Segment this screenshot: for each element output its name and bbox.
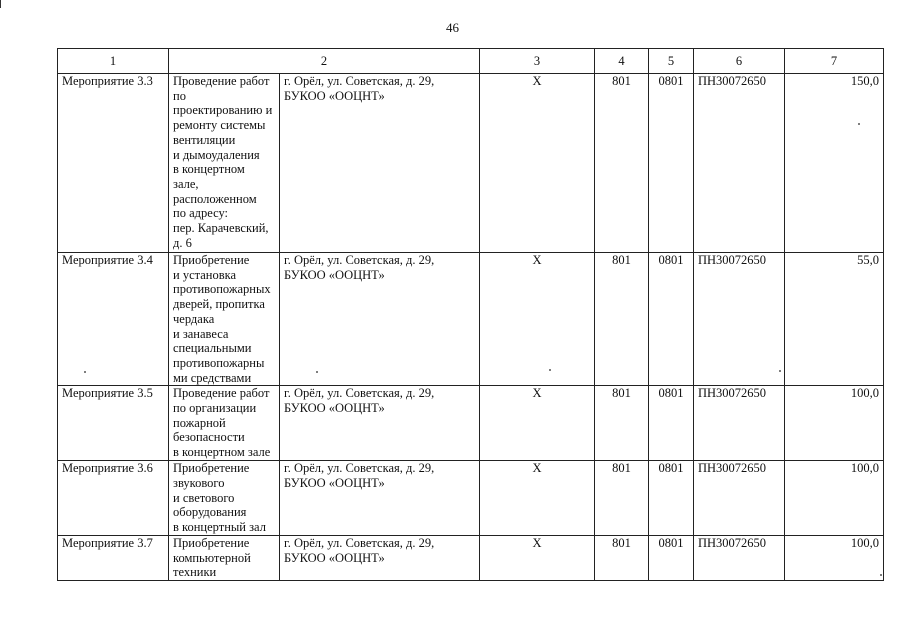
column-6-cell: ПН30072650	[694, 461, 785, 536]
event-number-cell: Мероприятие 3.6	[58, 461, 169, 536]
event-number-cell: Мероприятие 3.7	[58, 535, 169, 580]
column-6-cell: ПН30072650	[694, 74, 785, 253]
column-3-cell: Х	[480, 74, 595, 253]
amount-cell: 55,0	[785, 253, 884, 386]
event-number-cell: Мероприятие 3.4	[58, 253, 169, 386]
event-name-cell: Приобретение компьютерной техники	[169, 535, 280, 580]
column-header-3: 3	[480, 49, 595, 74]
column-3-cell: Х	[480, 461, 595, 536]
event-number-cell: Мероприятие 3.5	[58, 386, 169, 461]
column-3-cell: Х	[480, 535, 595, 580]
scan-corner-mark	[0, 0, 1, 8]
event-name-cell: Проведение работ по организации пожарной безопасности в концертном зале	[169, 386, 280, 461]
budget-table	[57, 48, 884, 581]
column-3-cell: Х	[480, 253, 595, 386]
column-5-cell: 0801	[649, 535, 694, 580]
event-address-cell: г. Орёл, ул. Советская, д. 29, БУКОО «ООЦНТ»	[280, 253, 480, 386]
column-4-cell: 801	[595, 461, 649, 536]
scan-speck	[549, 369, 551, 371]
event-address-cell: г. Орёл, ул. Советская, д. 29, БУКОО «ООЦНТ»	[280, 461, 480, 536]
event-address-cell: г. Орёл, ул. Советская, д. 29, БУКОО «ООЦНТ»	[280, 74, 480, 253]
event-address-cell: г. Орёл, ул. Советская, д. 29, БУКОО «ООЦНТ»	[280, 535, 480, 580]
column-4-cell: 801	[595, 253, 649, 386]
event-name-cell: Проведение работ по проектированию и ремонту системы вентиляции и дымоудаления в концертном зале, расположенном по адресу: пер. Карачевский, д. 6	[169, 74, 280, 253]
amount-cell: 150,0	[785, 74, 884, 253]
scan-speck	[858, 123, 860, 125]
column-5-cell: 0801	[649, 461, 694, 536]
column-5-cell: 0801	[649, 74, 694, 253]
column-header-4: 4	[595, 49, 649, 74]
column-header-5: 5	[649, 49, 694, 74]
column-6-cell: ПН30072650	[694, 535, 785, 580]
table-row	[58, 386, 884, 461]
column-header-2: 2	[169, 49, 480, 74]
header-row	[58, 49, 884, 74]
column-header-6: 6	[694, 49, 785, 74]
table-row	[58, 253, 884, 386]
column-4-cell: 801	[595, 386, 649, 461]
column-5-cell: 0801	[649, 253, 694, 386]
table-row	[58, 74, 884, 253]
column-4-cell: 801	[595, 74, 649, 253]
column-6-cell: ПН30072650	[694, 386, 785, 461]
scan-speck	[779, 370, 781, 372]
column-5-cell: 0801	[649, 386, 694, 461]
scan-speck	[84, 371, 86, 373]
scan-speck	[316, 371, 318, 373]
column-3-cell: Х	[480, 386, 595, 461]
event-name-cell: Приобретение звукового и светового оборудования в концертный зал	[169, 461, 280, 536]
page-number: 46	[446, 20, 459, 35]
event-name-cell: Приобретение и установка противопожарных дверей, пропитка чердака и занавеса специальными противопожарны ми средствами	[169, 253, 280, 386]
column-6-cell: ПН30072650	[694, 253, 785, 386]
scan-speck	[880, 574, 882, 576]
column-header-1: 1	[58, 49, 169, 74]
event-address-cell: г. Орёл, ул. Советская, д. 29, БУКОО «ООЦНТ»	[280, 386, 480, 461]
table-row	[58, 535, 884, 580]
event-number-cell: Мероприятие 3.3	[58, 74, 169, 253]
table-row	[58, 461, 884, 536]
amount-cell: 100,0	[785, 535, 884, 580]
column-header-7: 7	[785, 49, 884, 74]
column-4-cell: 801	[595, 535, 649, 580]
amount-cell: 100,0	[785, 461, 884, 536]
amount-cell: 100,0	[785, 386, 884, 461]
